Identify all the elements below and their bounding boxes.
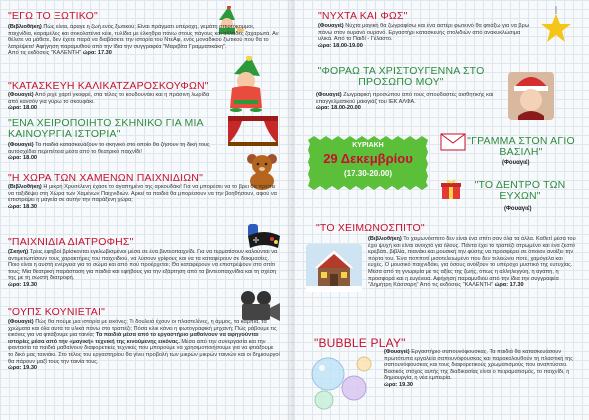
event-title: "BUBBLE PLAY"	[314, 336, 406, 350]
date-main: 29 Δεκεμβρίου	[323, 151, 413, 166]
event-body: (Φουαγιέ) Πώς θα πούμε μια ιστορία με εικόνες; Τι δουλειά έχουν οι πλαστελίνες, η άμμος, τα καρπιά, τα χρώματα και όλα αυτά τα υλικά πάνω στο τραπέζι; Πόσα κλικ κάνει η φωτογραφική μηχανή; Πώς ράβουμε τις εικόνες για να φτιάξουμε μια ταινία; Τα παιδιά μέσα από το εργαστήριο μαθαίνουν να αφηγούνται ιστορίες μέσα από την «μαγική» τεχνική της κινούμενης εικόνας. Μέσα από την συνεργασία και την φαντασία τα παιδιά μαθαίνουν διαφορετικές τεχνικές που μπορούμε να χρησιμοποιήσουμε για να φτιάξουμε το δικό μας ταινιάκι. Στο τέλος του εργαστηρίου θα γίνει προβολή των μικρών μικρών ταινιών και οι δημιουργοί θα πάρουν μαζί τους την ταινία τους. ώρα: 19.30	[8, 319, 280, 372]
bubbles-illustration	[308, 352, 378, 414]
date-time: (17.30-20.00)	[343, 169, 393, 178]
date-day: ΚΥΡΙΑΚΗ	[352, 142, 384, 149]
event-title: "ΕΓΩ ΤΟ ΞΩΤΙΚΟ"	[8, 10, 98, 22]
event-title: "ΓΡΑΜΜΑ ΣΤΟΝ ΑΓΙΟ ΒΑΣΙΛΗ"	[467, 135, 575, 158]
child-santa-hat-photo	[508, 72, 554, 120]
elf-character-illustration	[220, 56, 272, 112]
event-body: (Φουαγιέ) Ζωγραφική προσώπου από τους σπουδαστές αισθητικής και επαγγελματικού μακιγιάζ του ΙΕΚ ΑΛΦΑ. ώρα: 18.00-20.00	[316, 92, 494, 112]
event-body: (Φουαγιέ) Τα παιδιά κατασκευάζουν το σκηνικό στο οποίο θα ζήσουν τη δική τους αυτοσχέδια περιπέτεια μέσα από το θεατρικό παιχνίδι! ώρα: 18.00	[8, 142, 210, 162]
event-body: (Βιβλιοθήκη) Η μικρή Χρυσέλενη έχασε το αγαπημένο της αρκουδάκι! Για να μπορέσει να το βρει θα πρέπει να ταξιδέψει στη Χώρα των Χαμένων Παιχνιδιών. Αρκεί τα παιδιά θα μπορέσουν να την βοηθήσουν, αφού να επιστρέψει η μαγεία σε αυτήν την παράξενη χώρα; ώρα: 18.30	[8, 184, 277, 210]
event-body: (Βιβλιοθήκη) Το χειμωνόσπιτο δεν είναι ένα σπίτι σαν όλα τα άλλα. Καθετί μέσα του έχει ψυχή και είναι ανοιχτό για όλους. Πάντα έχει το τραπέζι στρωμένο και ένα ζεστό κρεβάτι, βιβλία, πιανάκι και μουσική την φύσης να προσφέρει σε όποιον ανοίξει την πόρτα του. Ένα ποπποτί μισοτελειωμένο που δεν τελειώνει ποτέ, χαμόγελα και ευχές. Ο μουσικό παιχνιδάκι, για όσους ανοίξουν το υπέροχο μυστικό της ευτυχίας. Μέσα από τη γνωριμία με τις αξίες της ζωής, όπως η αλληλεγγύη, η αγάπη, η προσφορά και η ευγένεια. Αφήγηση παραμυθιού από την ίδια την συγγραφέα "Δημήτρη Κάσσαρη" Από τις εκδόσεις "ΚΑΛΕΝΤΗ" ώρα: 17.30	[368, 236, 576, 289]
event-title: "ΤΟ ΔΕΝΤΡΟ ΤΩΝ ΕΥΧΩΝ"	[474, 179, 566, 202]
event-title: "ΤΟ ΧΕΙΜΩΝΟΣΠΙΤΟ"	[316, 222, 425, 234]
event-venue: (Φουαγιέ)	[504, 206, 532, 212]
envelope-illustration	[440, 132, 466, 152]
event-title: "ΕΝΑ ΧΕΙΡΟΠΟΙΗΤΟ ΣΚΗΝΙΚΟ ΓΙΑ ΜΙΑ ΚΑΙΝΟΥΡΓΙΑ ΙΣΤΟΡΙΑ"	[8, 117, 204, 140]
winter-house-illustration	[306, 244, 362, 292]
game-controller-illustration	[244, 222, 284, 252]
event-title: "ΠΑΙΧΝΙΔΙΑ ΔΙΑΤΡΟΦΗΣ"	[8, 236, 134, 248]
event-title: "ΟΥΠΣ ΚΟΥΝΙΕΤΑΙ"	[8, 306, 106, 318]
event-body: (Φουαγιέ) Από ριχέ χαρτί γκοφρέ, στα τέλος το κουδουνάκι και η πράσινη λωρίδα από κανσόν για γύρω το σκουφάκι. ώρα: 18.00	[8, 92, 210, 112]
event-body: (Βιβλιοθήκη) Πώς είναι, άραγε η ζωή ενός ξωτικού; Είναι πράγματι υπέροχη, γεμάτη σπιρτόκομμοι, παιχνίδια, καραμέλες και σοκολατένια κέικ, τυλίδια με έλκηθρα πάνω στους πάγους και αλλάδες ζαχαρωτά. Αν θέλετε να μάθετε, δεν έχετε παρά να διαβάσετε την ιστορία του ΝτεΑφ, ενός μοναδικού ξωτικού που θα το λατρέψετε! Αφήγηση παραμυθιού από την ίδια την συγγραφέα "Μαριβίτα Γραμματικάκη". Από τις εκδόσεις "ΚΑΛΕΝΤΗ" ώρα: 17.30	[8, 24, 279, 57]
event-title: "ΝΥΧΤΑ ΚΑΙ ΦΩΣ"	[318, 10, 408, 22]
star-ornament-illustration	[536, 6, 576, 44]
event-venue: (Φουαγιέ)	[502, 160, 530, 166]
event-title: "ΦΟΡΑΩ ΤΑ ΧΡΙΣΤΟΥΓΕΝΝΑ ΣΤΟ ΠΡΟΣΩΠΟ ΜΟΥ"	[317, 65, 485, 88]
event-body: (Φουαγιέ) Νύχτα μαγική θα ζωγραφίσω και ένα αστέρι φωτεινό θα φτιάξω για να βρω πάνω στον ουρανό ουρανό. Εργαστήρι κατασκευής στολιδιών από ανακυκλώσιμα υλικά. Από το Παιδί - Γέλαστο. ώρα: 18.00-19.00	[318, 23, 530, 49]
event-title: "ΚΑΤΑΣΚΕΥΗ ΚΑΛΙΚΑΤΖΑΡΟΣΚΟΥΦΩΝ"	[8, 80, 209, 92]
gift-box-illustration	[440, 178, 462, 200]
right-page	[294, 0, 589, 420]
theater-stage-illustration	[228, 116, 278, 146]
event-body: (Φουαγιέ) Εργαστήριο σαπουνόφουσκας. Τα παιδιά θα κατασκευάσουν πρωτότυπα εργαλεία σαπουνόφουσκας και παρακολουθούν τη πλαστική της σαπουνόφουσκας και τους διαφορετικούς χρωματισμούς που αναπτύσσει. Βασικός στόχος αυτής της διαδικασίας είναι ο πειραματισμός, το παιχνίδι, η δημιουργία, η νέα εμπειρία. ώρα: 19.30	[384, 349, 573, 388]
event-title: "Η ΧΩΡΑ ΤΩΝ ΧΑΜΕΝΩΝ ΠΑΙΧΝΙΔΙΩΝ"	[8, 172, 204, 184]
event-body: (Σκηνή) Τρεις εφηβοί βρίσκονται εγκλωβισμένοι μέσα σε ένα βιντεοπαιχνίδι. Για να τερματίσουν καλούνται να αντιμετωπίσουν τους χαρακτήρες του παιχνιδιού, να λύσουν γρίφους και να τα καταφέρουν σε δοκιμασίες. Ποιο είναι η αυστή ενέργεια για το σώμα και από πού προέρχεται; Θα καταφέρουν να επιστρέψουν στο σπίτι τους; Μια θεατρική παράσταση για παιδιά και εφήβους για την εξάρτηση από τα βιντεοπαιχνίδια και τη σχέση της με τη σωστή διατροφή. ώρα: 19.30	[8, 249, 278, 288]
date-box	[308, 136, 428, 190]
